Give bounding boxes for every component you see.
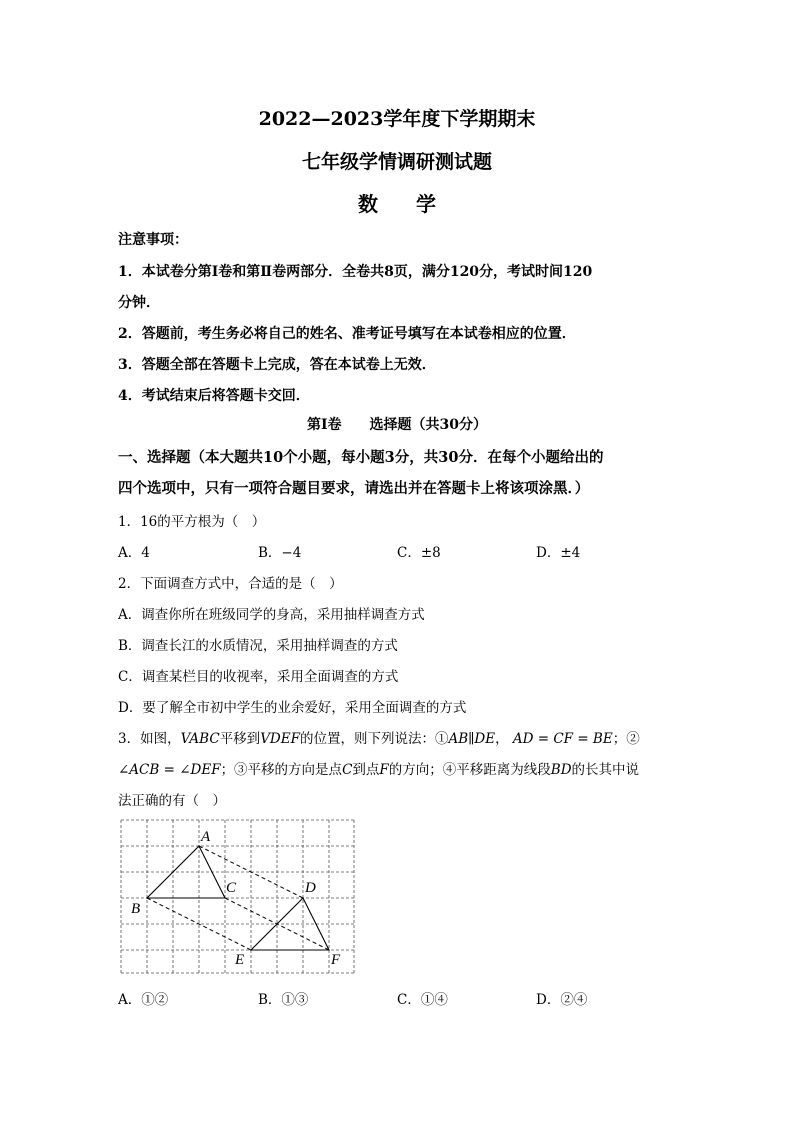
notice-item-1-line-2: 分钟． [118,295,160,311]
notice-item-2: 2．答题前，考生务必将自己的姓名、准考证号填写在本试卷相应的位置． [118,326,576,342]
q3-text-2d: 到点 [352,762,380,778]
question-1-option-b: B．−4 [258,545,302,561]
label-f: F [331,952,341,968]
question-2-option-c: C．调查某栏目的收视率，采用全面调查的方式 [118,669,399,685]
q3-math-bd: BD [550,762,572,778]
question-1-option-d: D．±4 [536,545,581,561]
question-2-option-a: A．调查你所在班级同学的身高，采用抽样调查方式 [118,607,425,623]
q3-text-1a: 3．如图， [118,731,181,747]
q3-text-1i: ；② [612,731,640,747]
q3-math-abc: VABC [180,731,220,747]
question-3-stem-line-3: 法正确的有（ ） [118,793,226,809]
question-2-option-d: D．要了解全市初中学生的业余爱好，采用全面调查的方式 [118,700,467,716]
notice-item-1-line-1: 1．本试卷分第Ⅰ卷和第Ⅱ卷两部分．全卷共8页，满分120分，考试时间120 [118,264,593,280]
exam-title-year: 2022—2023学年度下学期期末 [258,108,536,130]
q3-math-c: C [342,762,353,778]
label-d: D [305,880,316,896]
q3-math-parallel: AB∥DE [448,731,496,747]
question-3-option-c: C．①④ [397,992,448,1008]
q3-text-2f: 的方向；④平移距离为线段 [388,762,551,778]
section-instruction-line-2: 四个选项中，只有一项符合题目要求，请选出并在答题卡上将该项涂黑．） [118,480,590,497]
question-2-option-b: B．调查长江的水质情况，采用抽样调查的方式 [118,638,398,654]
question-2-stem: 2．下面调查方式中，合适的是（ ） [118,576,343,592]
translation-grid-figure [120,819,356,975]
question-3-option-a: A．①② [118,992,169,1008]
section-title: 第Ⅰ卷 选择题（共30分） [306,417,488,433]
q3-text-1g: ， [495,731,509,747]
question-1-option-c: C．±8 [397,545,441,561]
q3-text-2b: ；③平移的方向是点 [220,762,343,778]
notice-heading: 注意事项： [118,232,188,248]
q3-text-2h: 的长其中说 [571,762,640,778]
q3-math-def: VDEF [260,731,300,747]
question-1-option-a: A．4 [118,545,150,561]
question-1-stem: 1．16的平方根为（ ） [118,514,266,530]
label-c: C [226,880,237,896]
notice-item-3: 3．答题全部在答题卡上完成，答在本试卷上无效． [118,357,436,373]
question-3-option-b: B．①③ [258,992,309,1008]
q3-text-1e: 的位置，则下列说法：① [299,731,449,747]
q3-math-f: F [379,762,389,778]
q3-text-1c: 平移到 [219,731,261,747]
label-b: B [131,901,141,917]
question-3-option-d: D．②④ [536,992,588,1008]
question-3-stem-line-1 [118,727,640,747]
exam-title-grade: 七年级学情调研测试题 [301,151,492,173]
label-e: E [235,952,245,968]
question-3-stem-line-2 [118,758,639,778]
notice-item-4: 4．考试结束后将答题卡交回． [118,388,310,404]
q3-math-angle: ∠ACB = ∠DEF [118,762,221,778]
label-a: A [201,829,211,845]
exam-title-subject: 数学 [358,192,474,216]
q3-math-equal: AD = CF = BE [512,731,613,747]
section-instruction-line-1: 一、选择题（本大题共10个小题，每小题3分，共30分．在每个小题给出的 [118,449,604,466]
